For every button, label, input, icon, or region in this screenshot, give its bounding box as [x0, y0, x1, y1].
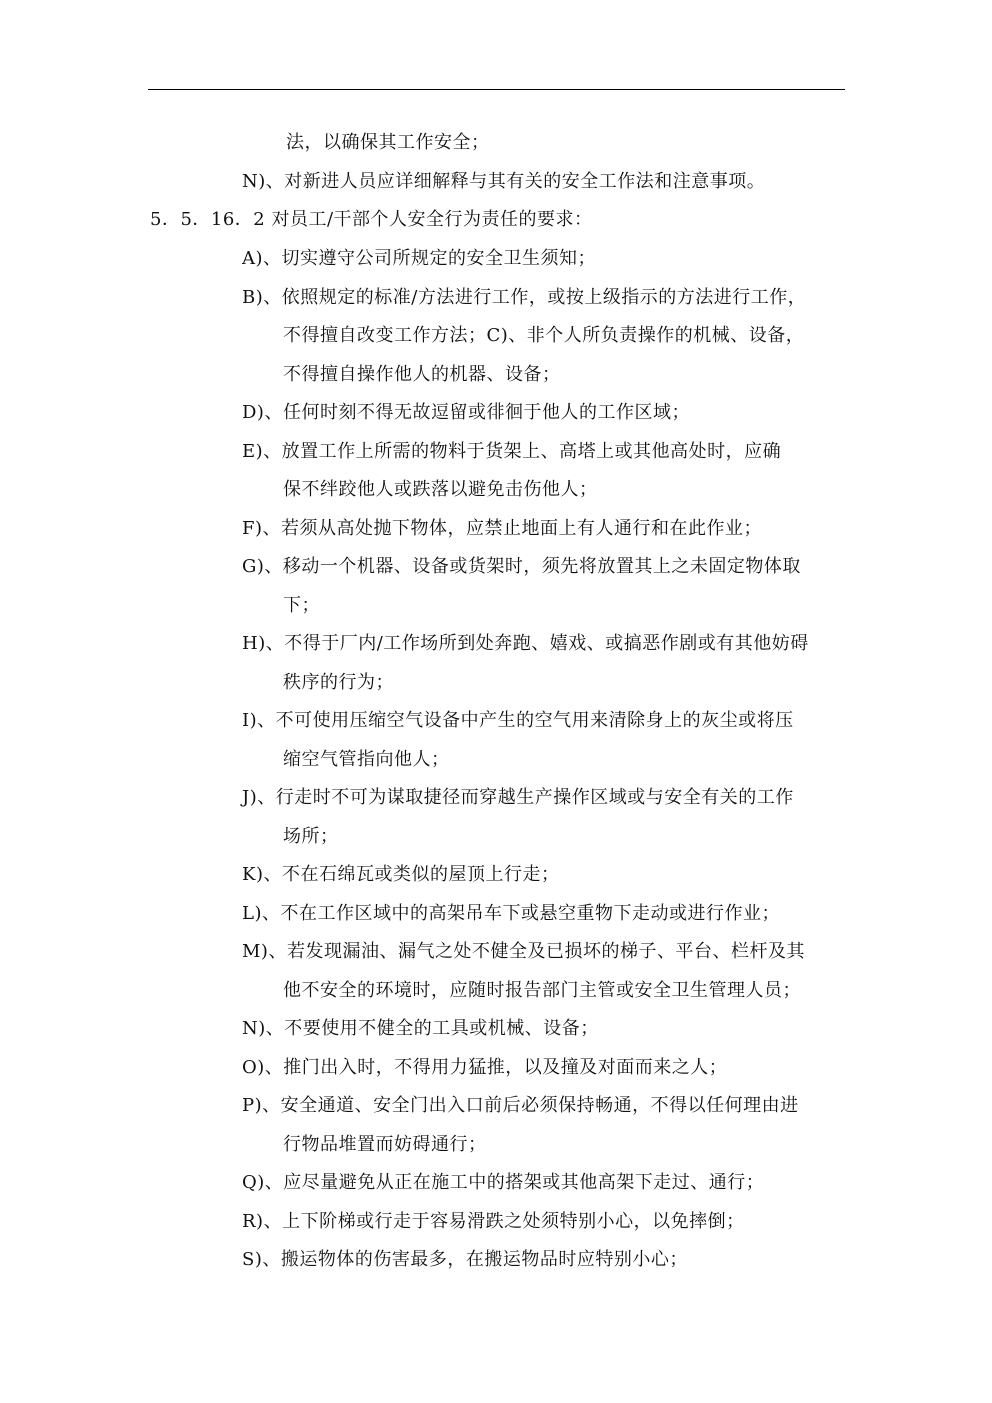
list-item-b-cont: 不得擅自改变工作方法；C)、非个人所负责操作的机械、设备， — [283, 325, 805, 346]
list-item-m: M)、若发现漏油、漏气之处不健全及已损坏的梯子、平台、栏杆及其 — [242, 941, 805, 962]
list-item-g: G)、移动一个机器、设备或货架时，须先将放置其上之未固定物体取 — [242, 556, 801, 577]
list-item-n2: N)、不要使用不健全的工具或机械、设备； — [242, 1018, 599, 1039]
list-item-i: I)、不可使用压缩空气设备中产生的空气用来清除身上的灰尘或将压 — [242, 710, 794, 731]
list-item-q: Q)、应尽量避免从正在施工中的搭架或其他高架下走过、通行； — [242, 1172, 765, 1193]
list-item-b: B)、依照规定的标准/方法进行工作，或按上级指示的方法进行工作， — [242, 287, 807, 308]
text-line: 法，以确保其工作安全； — [286, 132, 490, 153]
list-item-h: H)、不得于厂内/工作场所到处奔跑、嬉戏、或搞恶作剧或有其他妨碍 — [242, 633, 809, 654]
list-item-c-cont: 不得擅自操作他人的机器、设备； — [283, 364, 561, 385]
list-item-r: R)、上下阶梯或行走于容易滑跌之处须特别小心，以免摔倒； — [242, 1211, 745, 1232]
list-item-e-cont: 保不绊跤他人或跌落以避免击伤他人； — [283, 479, 598, 500]
list-item-a: A)、切实遵守公司所规定的安全卫生须知； — [242, 248, 597, 269]
list-item-l: L)、不在工作区域中的高架吊车下或悬空重物下走动或进行作业； — [242, 903, 780, 924]
section-heading: 5．5．16．2 对员工/干部个人安全行为责任的要求： — [150, 209, 593, 230]
list-item-e: E)、放置工作上所需的物料于货架上、高塔上或其他高处时，应确 — [242, 441, 782, 462]
header-rule — [148, 89, 845, 90]
list-item-m-cont: 他不安全的环境时，应随时报告部门主管或安全卫生管理人员； — [283, 980, 801, 1001]
list-item-p: P)、安全通道、安全门出入口前后必须保持畅通，不得以任何理由进 — [242, 1095, 799, 1116]
list-item-o: O)、推门出入时，不得用力猛推，以及撞及对面而来之人； — [242, 1057, 728, 1078]
list-item-p-cont: 行物品堆置而妨碍通行； — [283, 1134, 487, 1155]
list-item-h-cont: 秩序的行为； — [283, 672, 394, 693]
list-item-d: D)、任何时刻不得无故逗留或徘徊于他人的工作区域； — [242, 402, 690, 423]
list-item-n: N)、对新进人员应详细解释与其有关的安全工作法和注意事项。 — [242, 171, 766, 192]
list-item-k: K)、不在石绵瓦或类似的屋顶上行走； — [242, 864, 560, 885]
list-item-j-cont: 场所； — [283, 826, 339, 847]
list-item-f: F)、若须从高处抛下物体，应禁止地面上有人通行和在此作业； — [242, 518, 763, 539]
list-item-j: J)、行走时不可为谋取捷径而穿越生产操作区域或与安全有关的工作 — [242, 787, 794, 808]
list-item-g-cont: 下； — [283, 595, 320, 616]
list-item-s: S)、搬运物体的伤害最多，在搬运物品时应特别小心； — [242, 1249, 688, 1270]
list-item-i-cont: 缩空气管指向他人； — [283, 749, 450, 770]
